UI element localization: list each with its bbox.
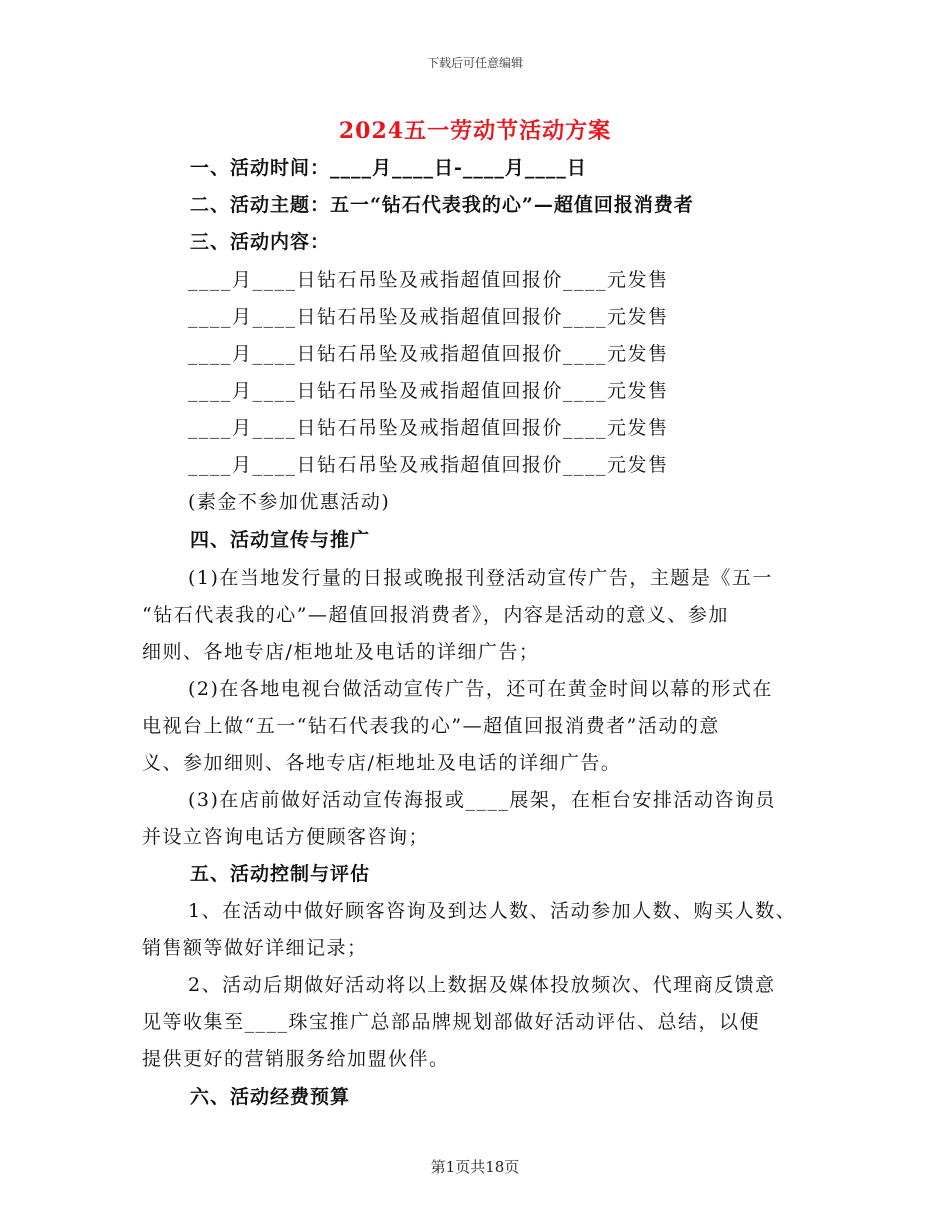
list-item: ____月____日钻石吊坠及戒指超值回报价____元发售 bbox=[188, 454, 669, 476]
list-item: ____月____日钻石吊坠及戒指超值回报价____元发售 bbox=[188, 269, 669, 291]
paragraph-line: 1、在活动中做好顾客咨询及到达人数、活动参加人数、购买人数、 bbox=[188, 900, 797, 922]
section-2-theme: 二、活动主题：五一“钻石代表我的心”—超值回报消费者 bbox=[190, 194, 694, 216]
paragraph-line: “钻石代表我的心”—超值回报消费者》，内容是活动的意义、参加 bbox=[142, 604, 729, 626]
page-footer: 第1页共18页 bbox=[430, 1158, 520, 1176]
section-3-heading: 三、活动内容： bbox=[190, 231, 331, 253]
paragraph-line: 2、活动后期做好活动将以上数据及媒体投放频次、代理商反馈意 bbox=[188, 974, 776, 996]
section-5-heading: 五、活动控制与评估 bbox=[190, 863, 371, 885]
header-note: 下载后可任意编辑 bbox=[426, 56, 523, 70]
exclusion-note: (素金不参加优惠活动) bbox=[188, 491, 391, 513]
paragraph-line: (1)在当地发行量的日报或晚报刊登活动宣传广告，主题是《五一 bbox=[188, 567, 773, 589]
paragraph-line: 并设立咨询电话方便顾客咨询； bbox=[142, 826, 430, 848]
section-6-heading: 六、活动经费预算 bbox=[190, 1086, 351, 1108]
paragraph-line: 电视台上做“五一“钻石代表我的心”—超值回报消费者”活动的意 bbox=[142, 715, 720, 737]
section-1-time: 一、活动时间：____月____日-____月____日 bbox=[190, 157, 587, 179]
list-item: ____月____日钻石吊坠及戒指超值回报价____元发售 bbox=[188, 417, 669, 439]
list-item: ____月____日钻石吊坠及戒指超值回报价____元发售 bbox=[188, 343, 669, 365]
document-title: 2024五一劳动节活动方案 bbox=[338, 118, 612, 144]
list-item: ____月____日钻石吊坠及戒指超值回报价____元发售 bbox=[188, 380, 669, 402]
paragraph-line: 细则、各地专店/柜地址及电话的详细广告； bbox=[142, 641, 540, 663]
paragraph-line: 提供更好的营销服务给加盟伙伴。 bbox=[142, 1048, 450, 1070]
paragraph-line: 见等收集至____珠宝推广总部品牌规划部做好活动评估、总结，以便 bbox=[142, 1011, 761, 1033]
list-item: ____月____日钻石吊坠及戒指超值回报价____元发售 bbox=[188, 306, 669, 328]
paragraph-line: 销售额等做好详细记录； bbox=[142, 937, 368, 959]
paragraph-line: (2)在各地电视台做活动宣传广告，还可在黄金时间以幕的形式在 bbox=[188, 678, 773, 700]
paragraph-line: (3)在店前做好活动宣传海报或____展架，在柜台安排活动咨询员 bbox=[188, 789, 776, 811]
section-4-heading: 四、活动宣传与推广 bbox=[190, 529, 371, 551]
paragraph-line: 义、参加细则、各地专店/柜地址及电话的详细广告。 bbox=[142, 752, 622, 774]
